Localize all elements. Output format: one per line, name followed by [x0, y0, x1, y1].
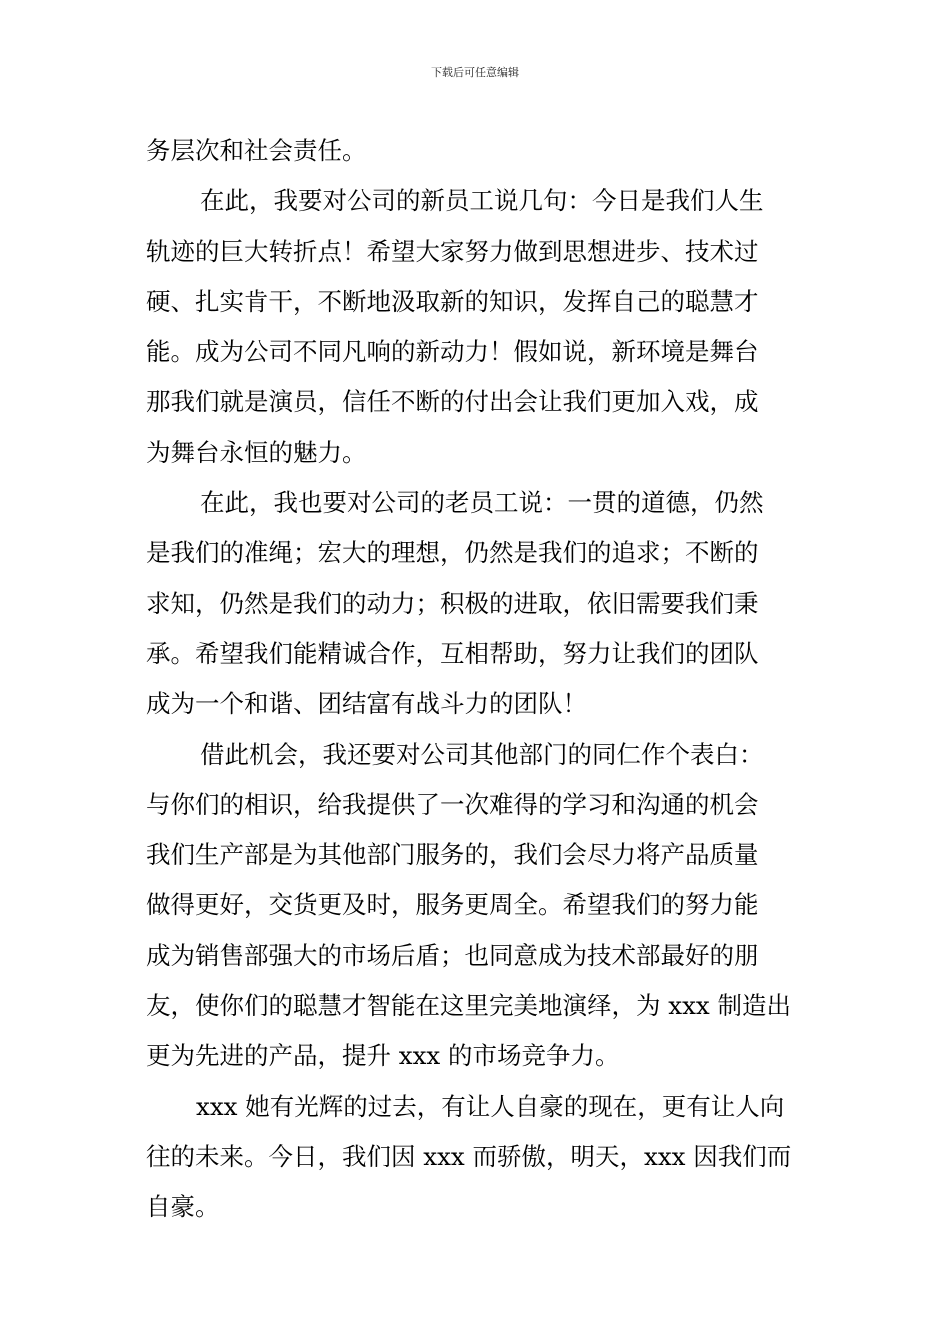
text-line: 做得更好，交货更及时，服务更周全。希望我们的努力能 [146, 890, 759, 920]
text-line: 往的未来。今日，我们因 xxx 而骄傲，明天，xxx 因我们而 [146, 1141, 792, 1171]
text-line: 承。希望我们能精诚合作，互相帮助，努力让我们的团队 [146, 638, 759, 668]
text-line: 那我们就是演员，信任不断的付出会让我们更加入戏，成 [146, 387, 759, 417]
text-line: 成为销售部强大的市场后盾；也同意成为技术部最好的朋 [146, 940, 759, 970]
paragraph-first-line: 在此，我也要对公司的老员工说：一贯的道德，仍然 [200, 488, 764, 518]
text-line: 成为一个和谐、团结富有战斗力的团队！ [146, 689, 587, 719]
paragraph-first-line: xxx 她有光辉的过去，有让人自豪的现在，更有让人向 [196, 1091, 785, 1121]
text-line: 我们生产部是为其他部门服务的，我们会尽力将产品质量 [146, 840, 759, 870]
text-line: 更为先进的产品，提升 xxx 的市场竞争力。 [146, 1041, 620, 1071]
text-line: 轨迹的巨大转折点！希望大家努力做到思想进步、技术过 [146, 236, 759, 266]
paragraph-first-line: 在此，我要对公司的新员工说几句：今日是我们人生 [200, 186, 764, 216]
text-line: 是我们的准绳；宏大的理想，仍然是我们的追求；不断的 [146, 538, 759, 568]
text-line: 务层次和社会责任。 [146, 136, 367, 165]
text-line: 能。成为公司不同凡响的新动力！假如说，新环境是舞台 [146, 337, 759, 367]
text-line: 硬、扎实肯干，不断地汲取新的知识，发挥自己的聪慧才 [146, 286, 759, 316]
text-line: 与你们的相识，给我提供了一次难得的学习和沟通的机会 [146, 789, 759, 819]
text-line: 自豪。 [146, 1192, 220, 1222]
text-line: 求知，仍然是我们的动力；积极的进取，依旧需要我们秉 [146, 588, 759, 618]
page-header: 下载后可任意编辑 [431, 66, 519, 79]
text-line: 友，使你们的聪慧才智能在这里完美地演绎，为 xxx 制造出 [146, 991, 792, 1021]
paragraph-first-line: 借此机会，我还要对公司其他部门的同仁作个表白： [200, 739, 764, 769]
document-body [146, 126, 810, 1233]
text-line: 为舞台永恒的魅力。 [146, 437, 367, 467]
